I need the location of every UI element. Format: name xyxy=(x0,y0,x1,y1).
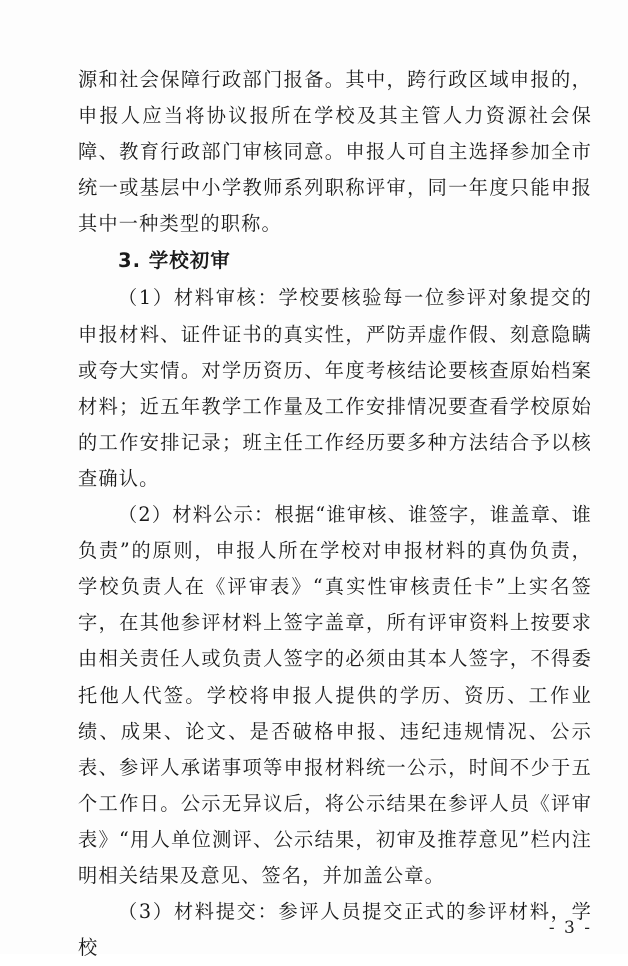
section-heading: 3. 学校初审 xyxy=(118,249,231,273)
page-number: - 3 - xyxy=(548,918,592,938)
paragraph-continuation: 源和社会保障行政部门报备。其中，跨行政区域申报的，申报人应当将协议报所在学校及其主管人力资源社会保障、教育行政部门审核同意。申报人可自主选择参加全市统一或基层中小学教师系列职称评审，同一年度只能申报其中一种类型的职称。 xyxy=(78,68,592,236)
document-body xyxy=(78,62,592,966)
paragraph-material-publicity: （2）材料公示：根据“谁审核、谁签字，谁盖章、谁负责”的原则，申报人所在学校对申报材料的真伪负责，学校负责人在《评审表》“真实性审核责任卡”上实名签字，在其他参评材料上签字盖章，所有评审资料上按要求由相关责任人或负责人签字的必须由其本人签字，不得委托他人代签。学校将申报人提供的学历、资历、工作业绩、成果、论文、是否破格申报、违纪违规情况、公示表、参评人承诺事项等申报材料统一公示，时间不少于五个工作日。公示无异议后，将公示结果在参评人员《评审表》“用人单位测评、公示结果，初审及推荐意见”栏内注明相关结果及意见、签名，并加盖公章。 xyxy=(78,503,592,887)
paragraph-material-submission: （3）材料提交：参评人员提交正式的参评材料，学校 xyxy=(78,900,592,960)
paragraph-material-review: （1）材料审核：学校要核验每一位参评对象提交的申报材料、证件证书的真实性，严防弄虚作假、刻意隐瞒或夸大实情。对学历资历、年度考核结论要核查原始档案材料；近五年教学工作量及工作安排情况要查看学校原始的工作安排记录；班主任工作经历要多种方法结合予以核查确认。 xyxy=(78,286,592,490)
